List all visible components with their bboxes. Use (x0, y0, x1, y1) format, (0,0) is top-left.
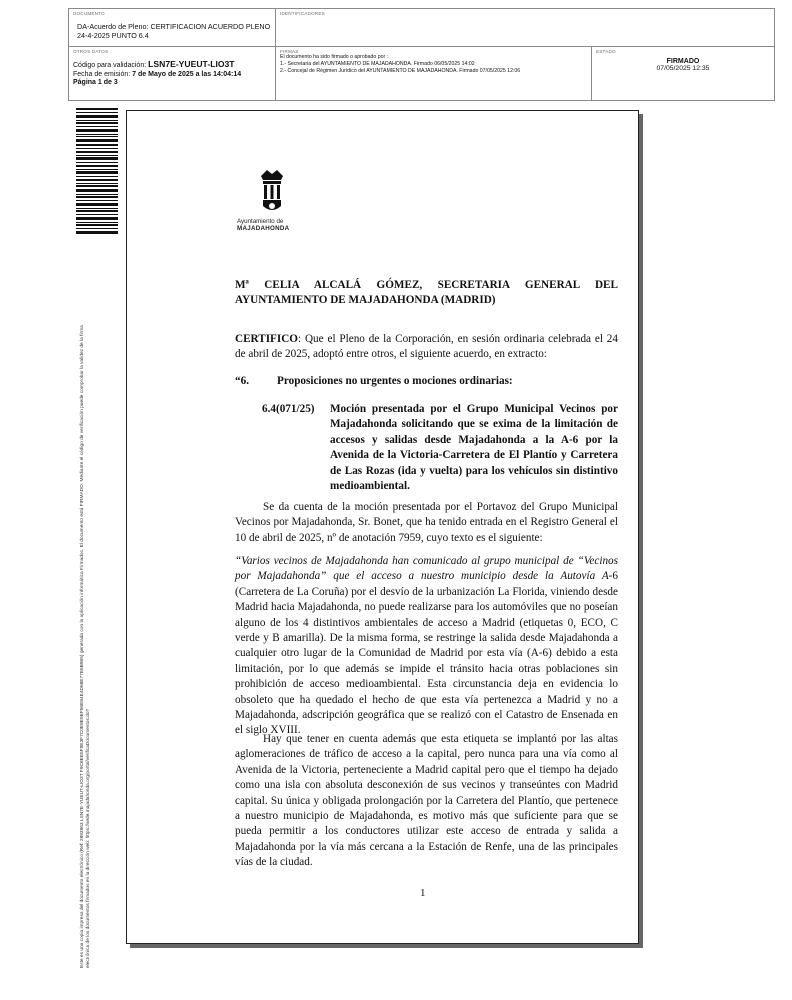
paragraph-1 (235, 500, 618, 546)
quote-rest: -6 (Carretera de La Coruña) por el desvío de la urbanización La Florida, viniendo desde Madrid hacia Majadahonda, no puede realizarse para los automóviles que no poseían alguno de los 4 distintivos ambientales de acceso a Madrid (etiquetas 0, ECO, C verde y B amarilla). De la misma forma, se restringe la salida desde Majadahonda a cualquier otro lugar de la Comunidad de Madrid por esta vía (A-6) debido a esta limitación, por lo que además se impide el tránsito hacia otras poblaciones sin prohibición de acceso medioambiental. Esta circunstancia deja en evidencia lo obsoleto que ha quedado el hecho de que esta vía pertenezca a Madrid y no a Majadahonda, adscripción geográfica que se realizó con el Catastro de Ensenada en el siglo XVIII. (235, 570, 618, 737)
motion-number: 6.4(071/25) (262, 403, 315, 415)
motion-title: Moción presentada por el Grupo Municipal Vecinos por Majadahonda solicitando que se exima de la limitación de accesos y salidas desde Majadahonda a la A-6 por la Avenida de la Victoria-Carretera de El Plantío y Carretera de Las Rozas (ida y vuelta) para los vehículos sin distintivo medioambiental. (330, 403, 618, 493)
quote-paragraph (235, 554, 618, 739)
majadahonda-crest-icon (237, 166, 307, 218)
paragraph-1-text: Se da cuenta de la moción presentada por el Portavoz del Grupo Municipal Vecinos por Majadahonda, Sr. Bonet, que ha tenido entrada en el Registro General el 10 de abril de 2025, nº de anotación 7959, cuyo texto es el siguiente: (235, 501, 618, 544)
otros-datos-label: OTROS DATOS (73, 49, 109, 54)
motion-block (262, 402, 618, 494)
documento-cell (69, 9, 276, 47)
identificadores-cell (276, 9, 774, 47)
side-verification-text: Este es una copia impresa del documento electrónico (Ref: 2893963 LSN7E-YUEUT-LIO3T F9C8EE5F9E3F7C0E8E9EF56E84E4D68E77E6B965) generada con la aplicación informática Firmadoc. El documento está FIRMADO. Mediante el código de verificación puede comprobar la validez de la firma electrónica de los documentos firmados en la dirección web: https://sede.majadahonda.org/portal/verificaDocumentos.do? (80, 325, 92, 968)
page-number: 1 (420, 887, 426, 899)
paragraph-2-text: Hay que tener en cuenta además que esta etiqueta se implantó por las altas aglomeraciones de tráfico de acceso a la capital, pero nunca para una vía como al Avenida de la Victoria, perteneciente a Madrid capital pero que el tiempo ha dejado como una isla con absoluta desconexión de sus vecinos y transeúntes con Madrid capital. Su única y obligada prolongación por la Carretera del Plantío, que pertenece a nuestro municipio de Majadahonda, es motivo más que suficiente para que se pueda permitir a los conductores utilizar este acceso de entrada y salida a Majadahonda por la vía más cercana a la Estación de Renfe, una de las principales vías de la ciudad. (235, 733, 618, 869)
pagina-text: Página 1 de 3 (73, 79, 118, 86)
certifico-bold: CERTIFICO (235, 333, 299, 345)
codigo-label: Código para validación: (73, 62, 147, 69)
firmas-cell (276, 47, 592, 101)
estado-label: ESTADO (596, 49, 616, 54)
firmas-label: FIRMAS (280, 49, 299, 54)
codigo-value: LSN7E-YUEUT-LIO3T (148, 59, 235, 69)
quote-italic: “Varios vecinos de Majadahonda han comunicado al grupo municipal de “Vecinos por Majadahonda” que el acceso a nuestro municipio desde la Autovía A (235, 555, 618, 583)
section-number: “6. (235, 375, 249, 387)
paragraph-2 (235, 732, 618, 871)
section-title: Proposiciones no urgentes o mociones ordinarias: (277, 375, 513, 387)
fecha-value: 7 de Mayo de 2025 a las 14:04:14 (132, 70, 242, 78)
logo-text (237, 218, 317, 232)
certifico-paragraph (235, 332, 618, 363)
logo-line-1: Ayuntamiento de (237, 218, 284, 225)
documento-title: DA-Acuerdo de Pleno: CERTIFICACION ACUERDO PLENO 24-4-2025 PUNTO 6.4 (77, 22, 271, 40)
estado-fecha: 07/05/2025 12:35 (656, 65, 710, 72)
certifico-text: : Que el Pleno de la Corporación, en sesión ordinaria celebrada el 24 de abril de 2025, adoptó entre otros, el siguiente acuerdo, en extracto: (235, 333, 618, 361)
document-header (68, 8, 775, 101)
section-heading (235, 374, 618, 389)
logo-line-2: MAJADAHONDA (237, 225, 290, 232)
estado-cell (592, 47, 774, 101)
otros-datos-cell (69, 47, 276, 101)
identificadores-label: IDENTIFICADORES (280, 11, 325, 16)
fecha-label: Fecha de emisión: (73, 70, 131, 78)
estado-value: FIRMADO (666, 58, 700, 65)
firma-1: 1.- Secretaria del AYUNTAMIENTO DE MAJADAHONDA. Firmado 06/05/2025 14:02 (280, 61, 475, 67)
firma-2: 2.- Concejal de Régimen Jurídico del AYUNTAMIENTO DE MAJADAHONDA. Firmado 07/05/2025 12:06 (280, 68, 521, 74)
documento-label: DOCUMENTO (73, 11, 105, 16)
barcode (76, 108, 118, 234)
secretary-heading: Mª CELIA ALCALÁ GÓMEZ, SECRETARIA GENERAL DEL AYUNTAMIENTO DE MAJADAHONDA (MADRID) (235, 279, 618, 306)
firmas-intro: El documento ha sido firmado o aprobado por : (280, 54, 389, 60)
